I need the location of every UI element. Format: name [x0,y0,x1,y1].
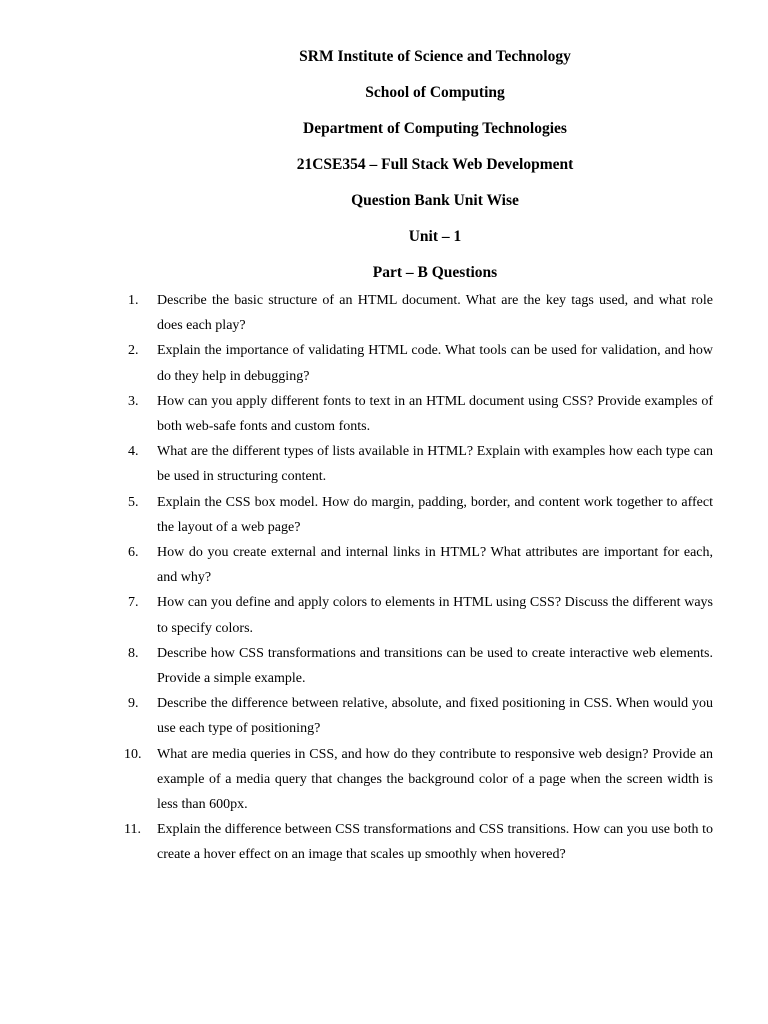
institution-name: SRM Institute of Science and Technology [299,48,571,65]
question-item [124,439,713,489]
department-name: Department of Computing Technologies [303,120,567,137]
question-number: 3. [128,393,139,409]
question-text: Describe the difference between relative, absolute, and fixed positioning in CSS. When would you use each type of positioning? [157,696,713,737]
part-heading: Part – B Questions [372,264,498,281]
question-number: 5. [128,494,139,510]
question-item [124,742,713,818]
question-item [124,540,713,590]
question-list [124,288,713,868]
question-text: How do you create external and internal links in HTML? What attributes are important for each, and why? [157,545,713,586]
school-name: School of Computing [365,84,505,101]
question-number: 7. [128,595,139,611]
question-text: Explain the difference between CSS transformations and CSS transitions. How can you use both to create a hover effect on an image that scales up smoothly when hovered? [157,822,713,863]
question-item [124,338,713,388]
question-text: Explain the importance of validating HTML code. What tools can be used for validation, and how do they help in debugging? [157,343,713,384]
course-title: 21CSE354 – Full Stack Web Development [296,156,574,173]
question-text: How can you apply different fonts to text in an HTML document using CSS? Provide examples of both web-safe fonts and custom fonts. [157,393,713,435]
question-number: 8. [128,645,139,661]
question-number: 4. [128,444,139,460]
question-item [124,691,713,741]
question-text: How can you define and apply colors to elements in HTML using CSS? Discuss the different ways to specify colors. [157,595,713,636]
question-item [124,288,713,338]
question-number: 1. [128,293,139,308]
question-item [124,817,713,867]
question-text: Describe the basic structure of an HTML document. What are the key tags used, and what role does each play? [157,293,713,334]
question-number: 6. [128,545,139,561]
question-number: 2. [128,343,139,359]
question-number: 11. [124,822,141,838]
question-item [124,490,713,540]
document-header [150,39,720,291]
question-number: 10. [124,746,142,762]
unit-heading: Unit – 1 [408,228,462,245]
question-number: 9. [128,696,139,712]
document-title: Question Bank Unit Wise [351,192,519,209]
question-text: Explain the CSS box model. How do margin, padding, border, and content work together to affect the layout of a web page? [157,494,713,535]
question-text: Describe how CSS transformations and transitions can be used to create interactive web elements. Provide a simple example. [157,645,713,687]
question-text: What are the different types of lists available in HTML? Explain with examples how each type can be used in structuring content. [157,444,713,485]
question-text: What are media queries in CSS, and how do they contribute to responsive web design? Provide an example of a media query that changes the background color of a page when the screen width is less than 600px. [157,746,713,813]
question-item [124,389,713,439]
question-item [124,641,713,691]
question-item [124,590,713,640]
